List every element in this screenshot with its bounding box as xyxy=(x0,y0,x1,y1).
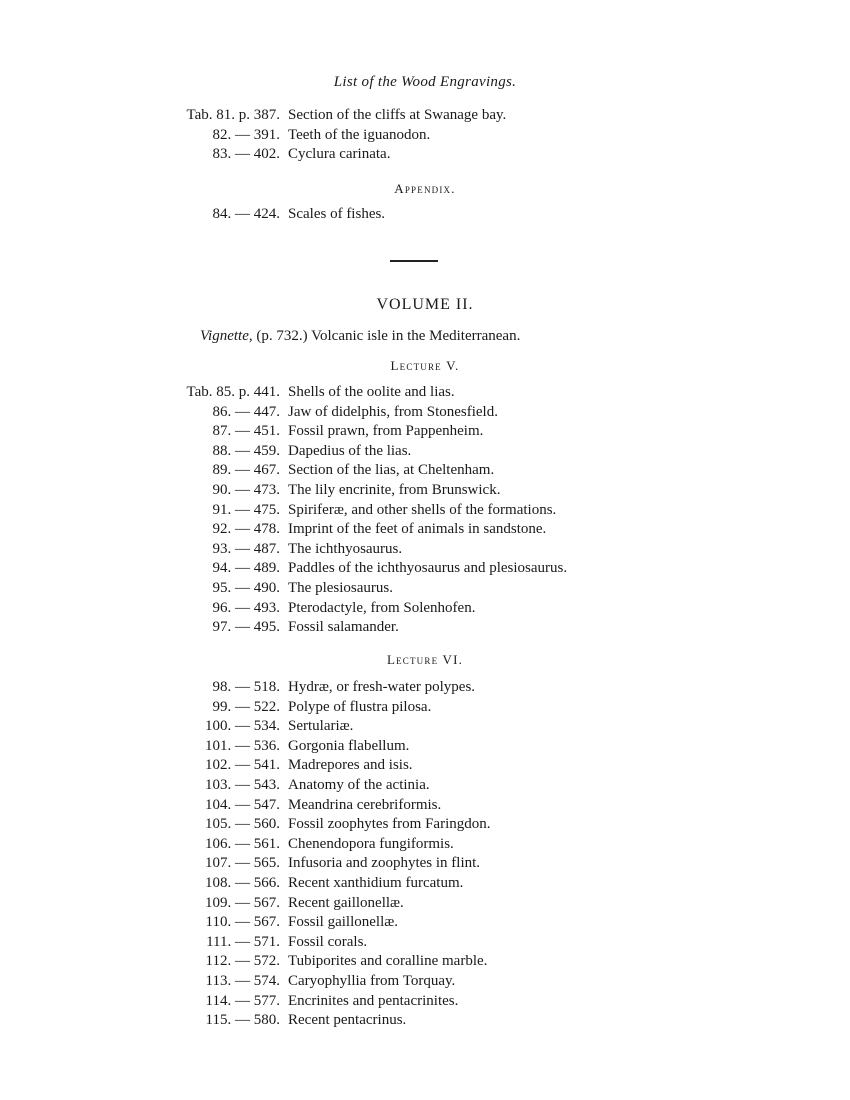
entry-caption: Hydræ, or fresh-water polypes. xyxy=(288,679,476,695)
entry-reference: 88. — 459. xyxy=(212,442,280,459)
entry-caption: Fossil salamander. xyxy=(288,619,399,636)
entry-caption: Teeth of the iguanodon. xyxy=(288,126,431,143)
entry-reference: 99. — 522. xyxy=(212,698,280,715)
entry-caption: Meandrina cerebriformis. xyxy=(288,796,442,813)
vignette-text: Volcanic isle in the Mediterranean. xyxy=(311,328,521,344)
list-item xyxy=(0,1011,850,1031)
list-item xyxy=(0,835,850,855)
entry-reference: 106. — 561. xyxy=(205,835,280,852)
entry-caption: The plesiosaurus. xyxy=(288,579,393,596)
entry-caption: Fossil prawn, from Pappenheim. xyxy=(288,423,484,440)
entry-caption: Recent gaillonellæ. xyxy=(288,894,404,911)
entry-reference: 90. — 473. xyxy=(212,481,280,498)
volume-heading: VOLUME II. xyxy=(376,296,474,313)
entry-caption: Polype of flustra pilosa. xyxy=(288,698,432,715)
list-item xyxy=(0,952,850,972)
list-item xyxy=(0,442,850,462)
vignette-ref: (p. 732.) xyxy=(256,328,308,344)
entry-reference: 108. — 566. xyxy=(205,874,280,891)
list-item xyxy=(0,737,850,757)
list-item xyxy=(0,520,850,540)
running-head: List of the Wood Engravings. xyxy=(333,74,517,90)
entry-reference: Tab. 81. p. 387. xyxy=(186,107,280,123)
entry-reference: 104. — 547. xyxy=(205,796,280,813)
list-item xyxy=(0,992,850,1012)
entry-caption: Fossil zoophytes from Faringdon. xyxy=(288,816,491,833)
entry-reference: 89. — 467. xyxy=(212,462,280,479)
entry-reference: Tab. 85. p. 441. xyxy=(186,384,280,400)
list-item xyxy=(0,403,850,423)
entry-reference: 95. — 490. xyxy=(212,579,280,596)
entry-caption: Tubiporites and coralline marble. xyxy=(288,953,488,970)
list-item xyxy=(0,422,850,442)
list-item xyxy=(0,540,850,560)
list-item xyxy=(0,933,850,953)
list-item xyxy=(0,854,850,874)
entry-caption: Recent pentacrinus. xyxy=(288,1012,407,1029)
entry-reference: 111. — 571. xyxy=(206,933,280,950)
list-item xyxy=(0,756,850,776)
entry-reference: 84. — 424. xyxy=(212,206,280,222)
entry-caption: Pterodactyle, from Solenhofen. xyxy=(288,599,476,616)
lecture-v-heading: Lecture V. xyxy=(390,358,460,373)
entry-reference: 101. — 536. xyxy=(205,737,280,754)
entry-reference: 94. — 489. xyxy=(212,560,280,577)
entry-reference: 86. — 447. xyxy=(212,403,280,420)
entry-reference: 96. — 493. xyxy=(212,599,280,616)
entry-reference: 107. — 565. xyxy=(205,855,280,872)
entry-reference: 110. — 567. xyxy=(205,914,280,931)
list-item xyxy=(0,481,850,501)
entry-caption: Paddles of the ichthyosaurus and plesiosaurus. xyxy=(288,560,568,577)
entry-reference: 92. — 478. xyxy=(212,521,280,538)
entry-reference: 112. — 572. xyxy=(205,953,280,970)
entry-reference: 82. — 391. xyxy=(212,126,280,143)
entry-caption: Fossil corals. xyxy=(288,933,368,950)
list-item xyxy=(0,874,850,894)
entry-list-4 xyxy=(0,678,850,1031)
entry-reference: 83. — 402. xyxy=(212,146,280,163)
list-item xyxy=(0,972,850,992)
entry-reference: 102. — 541. xyxy=(205,757,280,774)
section-divider xyxy=(390,260,438,262)
entry-caption: Scales of fishes. xyxy=(288,206,386,222)
entry-caption: Infusoria and zoophytes in flint. xyxy=(288,855,481,872)
entry-caption: Encrinites and pentacrinites. xyxy=(288,992,459,1009)
entry-caption: Dapedius of the lias. xyxy=(288,442,412,459)
vignette-label: Vignette, xyxy=(200,328,253,344)
entry-list-1 xyxy=(0,106,850,165)
appendix-heading: Appendix. xyxy=(394,181,456,196)
entry-reference: 91. — 475. xyxy=(212,501,280,518)
entry-caption: Caryophyllia from Torquay. xyxy=(288,972,456,989)
entry-reference: 98. — 518. xyxy=(212,679,280,695)
list-item xyxy=(0,126,850,146)
list-item xyxy=(0,815,850,835)
entry-caption: Fossil gaillonellæ. xyxy=(288,914,399,931)
entry-reference: 87. — 451. xyxy=(212,423,280,440)
list-item xyxy=(0,618,850,638)
list-item xyxy=(0,894,850,914)
list-item xyxy=(0,698,850,718)
entry-caption: The lily encrinite, from Brunswick. xyxy=(288,481,501,498)
entry-caption: Jaw of didelphis, from Stonesfield. xyxy=(288,403,498,420)
entry-caption: Cyclura carinata. xyxy=(288,146,391,163)
entry-caption: Anatomy of the actinia. xyxy=(288,776,430,793)
list-item xyxy=(0,579,850,599)
entry-reference: 115. — 580. xyxy=(205,1012,280,1029)
entry-caption: Spiriferæ, and other shells of the formations. xyxy=(288,501,557,518)
entry-caption: Recent xanthidium furcatum. xyxy=(288,874,464,891)
entry-caption: Sertulariæ. xyxy=(288,718,354,735)
list-item xyxy=(0,776,850,796)
list-item xyxy=(0,145,850,165)
entry-reference: 114. — 577. xyxy=(205,992,280,1009)
list-item xyxy=(0,205,850,225)
entry-caption: Imprint of the feet of animals in sandstone. xyxy=(288,521,547,538)
entry-caption: Section of the cliffs at Swanage bay. xyxy=(288,107,507,123)
entry-reference: 105. — 560. xyxy=(205,816,280,833)
entry-reference: 113. — 574. xyxy=(205,972,280,989)
list-item xyxy=(0,913,850,933)
entry-caption: The ichthyosaurus. xyxy=(288,540,403,557)
lecture-vi-heading: Lecture VI. xyxy=(386,652,464,667)
entry-reference: 93. — 487. xyxy=(212,540,280,557)
vignette-entry xyxy=(200,328,520,345)
list-item xyxy=(0,599,850,619)
list-item xyxy=(0,461,850,481)
entry-list-2 xyxy=(0,205,850,225)
entry-reference: 109. — 567. xyxy=(205,894,280,911)
entry-list-3 xyxy=(0,383,850,638)
list-item xyxy=(0,501,850,521)
entry-reference: 103. — 543. xyxy=(205,776,280,793)
entry-reference: 100. — 534. xyxy=(205,718,280,735)
list-item xyxy=(0,717,850,737)
list-item xyxy=(0,559,850,579)
entry-caption: Chenendopora fungiformis. xyxy=(288,835,454,852)
entry-caption: Gorgonia flabellum. xyxy=(288,737,410,754)
list-item xyxy=(0,796,850,816)
list-item xyxy=(0,383,850,403)
entry-caption: Section of the lias, at Cheltenham. xyxy=(288,462,495,479)
list-item xyxy=(0,678,850,698)
entry-caption: Madrepores and isis. xyxy=(288,757,413,774)
entry-reference: 97. — 495. xyxy=(212,619,280,636)
entry-caption: Shells of the oolite and lias. xyxy=(288,384,455,400)
list-item xyxy=(0,106,850,126)
